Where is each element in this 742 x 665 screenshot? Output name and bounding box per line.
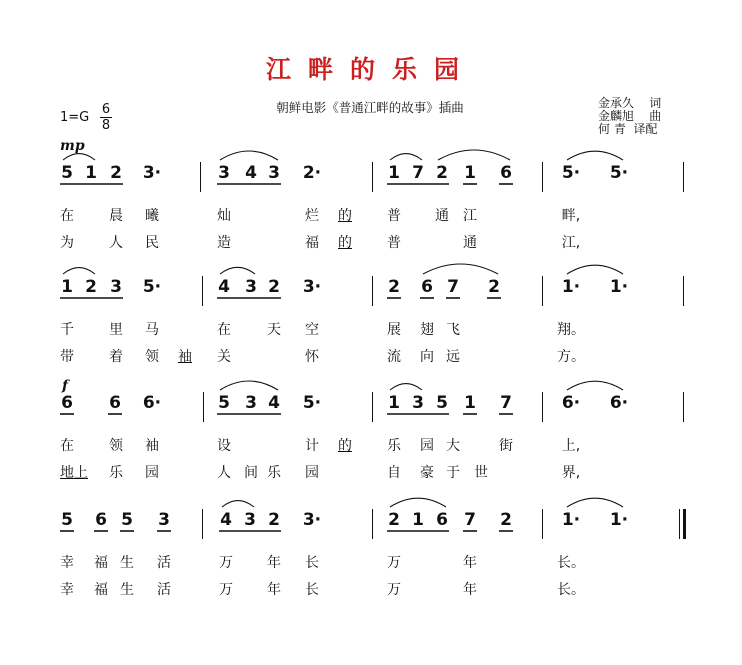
lyric-verse-2: 流 <box>387 349 401 365</box>
note: 5· <box>302 393 322 413</box>
lyric-verse-2: 世 <box>474 465 488 481</box>
lyric-verse-2: 江, <box>561 235 581 251</box>
note: 5 <box>218 393 230 413</box>
dynamic-f: f <box>62 378 69 394</box>
lyric-verse-2: 生 <box>120 582 134 598</box>
lyric-verse-2: 人 <box>217 465 231 481</box>
note: 6· <box>609 393 629 413</box>
lyric-verse-2: 园 <box>145 465 159 481</box>
lyric-verse-1: 在 <box>60 208 74 224</box>
note: 6 <box>95 510 107 530</box>
note: 3 <box>110 277 122 297</box>
note: 4 <box>218 277 230 297</box>
credit-role: 译配 <box>633 122 658 136</box>
lyric-verse-1: 曦 <box>145 208 159 224</box>
note: 3 <box>158 510 170 530</box>
note: 7 <box>464 510 476 530</box>
lyric-verse-2: 福 <box>305 235 319 251</box>
slur <box>390 384 422 390</box>
lyric-verse-1: 园 <box>420 438 434 454</box>
lyric-verse-1: 翅 <box>420 322 434 338</box>
note: 2 <box>388 510 400 530</box>
time-signature-denominator: 8 <box>101 118 111 133</box>
lyric-verse-2: 普 <box>387 235 401 251</box>
note: 1 <box>412 510 424 530</box>
lyric-verse-1: 街 <box>499 438 513 454</box>
lyric-verse-2: 于 <box>446 465 460 481</box>
note: 6 <box>500 163 512 183</box>
credit-name: 金承久 <box>598 96 635 110</box>
note: 6 <box>109 393 121 413</box>
note: 5 <box>436 393 448 413</box>
key-signature: 1=G <box>60 110 90 125</box>
note: 3· <box>302 510 322 530</box>
lyric-verse-1: 生 <box>120 555 134 571</box>
note: 4 <box>245 163 257 183</box>
note: 1 <box>464 393 476 413</box>
lyric-verse-1: 万 <box>387 555 401 571</box>
lyric-verse-2: 的 <box>338 235 352 251</box>
note: 1 <box>61 277 73 297</box>
credit-name: 何 青 <box>598 122 626 136</box>
lyric-verse-2: 长 <box>305 582 319 598</box>
lyric-verse-1: 江 <box>463 208 477 224</box>
lyric-verse-1: 幸 <box>60 555 74 571</box>
lyric-verse-2: 长。 <box>557 582 585 598</box>
lyric-verse-1: 年 <box>267 555 281 571</box>
slur <box>390 154 422 160</box>
note: 5 <box>121 510 133 530</box>
lyric-verse-2: 年 <box>463 582 477 598</box>
dynamic-mp: mp <box>60 138 85 154</box>
lyric-verse-1: 在 <box>60 438 74 454</box>
credit-name: 金麟旭 <box>598 109 635 123</box>
note: 7 <box>447 277 459 297</box>
lyric-verse-1: 万 <box>219 555 233 571</box>
lyric-verse-1: 千 <box>60 322 74 338</box>
lyric-verse-1: 天 <box>267 322 281 338</box>
note: 3 <box>268 163 280 183</box>
lyric-verse-2: 通 <box>463 235 477 251</box>
lyric-verse-2: 为 <box>60 235 74 251</box>
song-title: 江畔的乐园 <box>265 55 476 84</box>
lyric-verse-1: 长 <box>305 555 319 571</box>
lyric-verse-2: 福 <box>94 582 108 598</box>
lyric-verse-2: 万 <box>219 582 233 598</box>
lyric-verse-1: 活 <box>157 555 171 571</box>
lyric-verse-1: 年 <box>463 555 477 571</box>
credit-role: 词 <box>649 96 662 110</box>
note: 5 <box>61 510 73 530</box>
lyric-verse-2: 带 <box>60 349 74 365</box>
lyric-verse-2: 幸 <box>60 582 74 598</box>
lyric-verse-2: 造 <box>217 235 231 251</box>
note: 6 <box>421 277 433 297</box>
lyric-verse-2: 方。 <box>557 349 585 365</box>
lyric-verse-1: 里 <box>109 322 123 338</box>
note: 2 <box>85 277 97 297</box>
slur <box>423 264 498 274</box>
note: 3 <box>245 277 257 297</box>
lyric-verse-2: 关 <box>217 349 231 365</box>
lyric-verse-1: 通 <box>435 208 449 224</box>
note: 5 <box>61 163 73 183</box>
note: 5· <box>609 163 629 183</box>
lyric-verse-2: 怀 <box>305 349 319 365</box>
note: 3· <box>302 277 322 297</box>
lyric-verse-2: 向 <box>420 349 434 365</box>
lyric-verse-2: 地上 <box>60 465 88 481</box>
lyric-verse-2: 人 <box>109 235 123 251</box>
note: 7 <box>412 163 424 183</box>
slur <box>220 381 278 390</box>
note: 2 <box>110 163 122 183</box>
lyric-verse-1: 的 <box>338 438 352 454</box>
lyric-verse-2: 民 <box>145 235 159 251</box>
lyric-verse-1: 大 <box>446 438 460 454</box>
lyric-verse-2: 活 <box>157 582 171 598</box>
note: 1 <box>388 393 400 413</box>
lyric-verse-2: 间 <box>244 465 258 481</box>
lyric-verse-1: 灿 <box>217 208 231 224</box>
lyric-verse-1: 普 <box>387 208 401 224</box>
note: 1· <box>609 510 629 530</box>
note: 5· <box>561 163 581 183</box>
slur <box>390 498 446 507</box>
lyric-verse-1: 马 <box>145 322 159 338</box>
note: 2 <box>388 277 400 297</box>
note: 1· <box>561 277 581 297</box>
note: 3 <box>244 510 256 530</box>
note: 4 <box>268 393 280 413</box>
lyric-verse-1: 畔, <box>561 208 581 224</box>
note: 5· <box>142 277 162 297</box>
lyric-verse-1: 展 <box>387 322 401 338</box>
lyric-verse-1: 空 <box>305 322 319 338</box>
slur <box>220 151 278 160</box>
lyric-verse-1: 乐 <box>387 438 401 454</box>
lyric-verse-1: 在 <box>217 322 231 338</box>
lyric-verse-2: 乐 <box>267 465 281 481</box>
note: 6· <box>142 393 162 413</box>
note: 2 <box>268 277 280 297</box>
lyric-verse-2: 万 <box>387 582 401 598</box>
lyric-verse-2: 袖 <box>178 349 192 365</box>
slur <box>567 151 623 160</box>
lyric-verse-2: 年 <box>267 582 281 598</box>
lyric-verse-1: 晨 <box>109 208 123 224</box>
note: 2· <box>302 163 322 183</box>
lyric-verse-1: 设 <box>217 438 231 454</box>
lyric-verse-2: 远 <box>446 349 460 365</box>
note: 6 <box>436 510 448 530</box>
note: 7 <box>500 393 512 413</box>
lyric-verse-1: 翔。 <box>557 322 585 338</box>
time-signature-numerator: 6 <box>101 102 111 117</box>
note: 2 <box>500 510 512 530</box>
lyric-verse-1: 领 <box>109 438 123 454</box>
song-subtitle: 朝鲜电影《普通江畔的故事》插曲 <box>276 100 464 115</box>
lyric-verse-1: 上, <box>561 438 581 454</box>
lyric-verse-2: 界, <box>561 465 581 481</box>
lyric-verse-1: 计 <box>305 438 319 454</box>
slur <box>63 268 95 274</box>
note: 4 <box>220 510 232 530</box>
note: 2 <box>436 163 448 183</box>
slur <box>567 265 623 274</box>
lyric-verse-1: 袖 <box>145 438 159 454</box>
slur <box>222 501 254 507</box>
note: 1· <box>561 510 581 530</box>
note: 2 <box>268 510 280 530</box>
note: 6· <box>561 393 581 413</box>
slur <box>63 154 95 160</box>
note: 6 <box>61 393 73 413</box>
slur <box>567 498 623 507</box>
lyric-verse-1: 福 <box>94 555 108 571</box>
lyric-verse-1: 的 <box>338 208 352 224</box>
note: 1 <box>464 163 476 183</box>
lyric-verse-1: 飞 <box>446 322 460 338</box>
note: 1· <box>609 277 629 297</box>
lyric-verse-1: 烂 <box>305 208 319 224</box>
note: 3 <box>245 393 257 413</box>
lyric-verse-2: 乐 <box>109 465 123 481</box>
lyric-verse-2: 自 <box>387 465 401 481</box>
slur <box>220 267 255 274</box>
note: 2 <box>488 277 500 297</box>
lyric-verse-2: 园 <box>305 465 319 481</box>
note: 1 <box>85 163 97 183</box>
slur <box>567 381 623 390</box>
lyric-verse-2: 着 <box>109 349 123 365</box>
lyric-verse-2: 领 <box>145 349 159 365</box>
lyric-verse-2: 豪 <box>420 465 434 481</box>
slur <box>438 150 510 160</box>
note: 3 <box>218 163 230 183</box>
note: 3 <box>412 393 424 413</box>
credit-role: 曲 <box>649 109 662 123</box>
note: 3· <box>142 163 162 183</box>
note: 1 <box>388 163 400 183</box>
lyric-verse-1: 长。 <box>557 555 585 571</box>
